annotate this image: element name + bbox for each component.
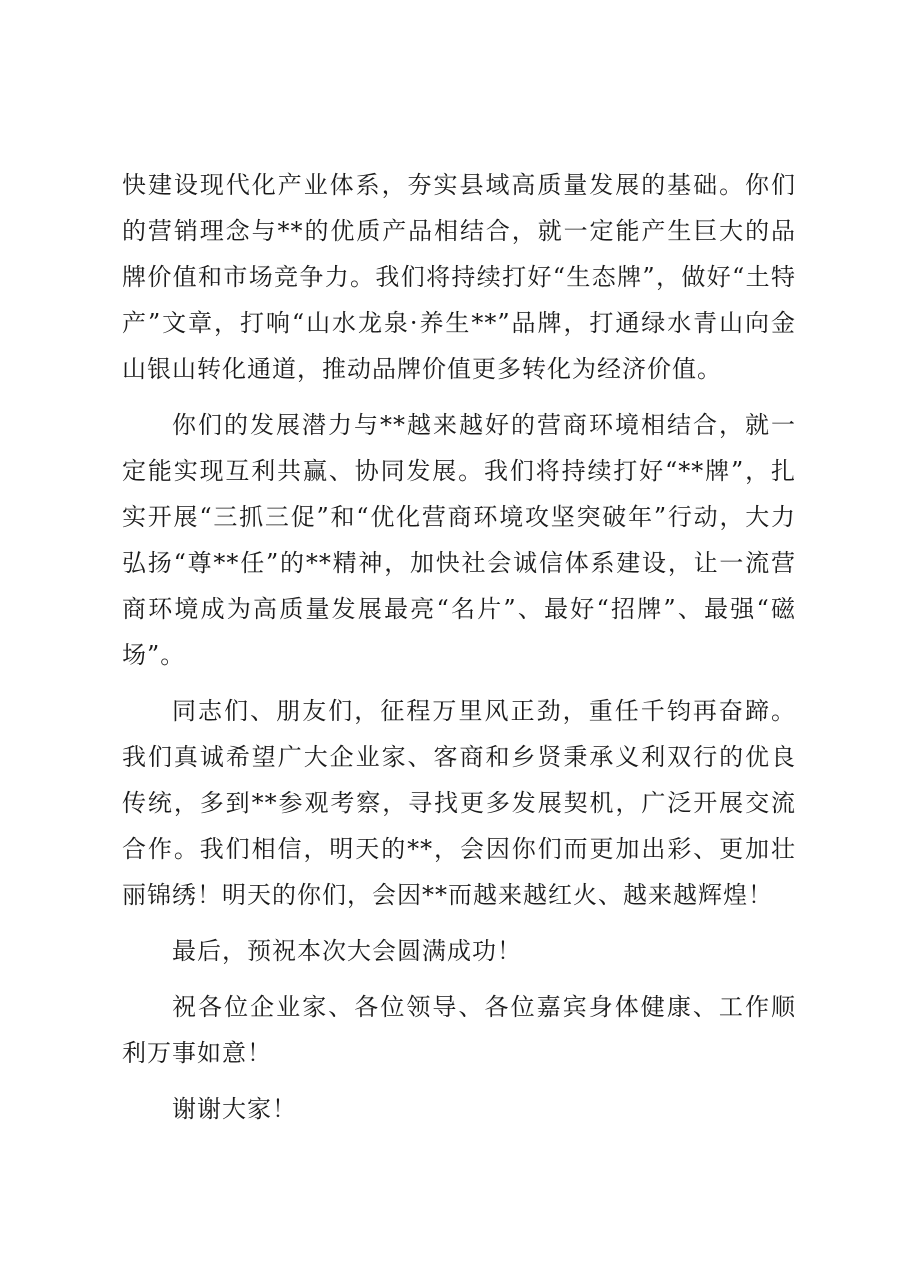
paragraph-thanks: 谢谢大家！ xyxy=(172,1095,297,1123)
document-body xyxy=(122,162,796,1142)
paragraph-business-environment: 你们的发展潜力与**越来越好的营商环境相结合，就一定能实现互利共赢、协同发展。我们将持续打好“**牌”，扎实开展“三抓三促”和“优化营商环境攻坚突破年”行动，大力弘扬“尊**任”的**精神，加快社会诚信体系建设，让一流营商环境成为高质量发展最亮“名片”、最好“招牌”、最强“磁场”。 xyxy=(122,411,796,669)
paragraph-continuation: 快建设现代化产业体系，夯实县域高质量发展的基础。你们的营销理念与**的优质产品相结合，就一定能产生巨大的品牌价值和市场竞争力。我们将持续打好“生态牌”，做好“土特产”文章，打响“山水龙泉·养生**”品牌，打通绿水青山向金山银山转化通道，推动品牌价值更多转化为经济价值。 xyxy=(122,171,796,383)
paragraph-invitation: 同志们、朋友们，征程万里风正劲，重任千钧再奋蹄。我们真诚希望广大企业家、客商和乡贤秉承义利双行的优良传统，多到**参观考察，寻找更多发展契机，广泛开展交流合作。我们相信，明天的**，会因你们而更加出彩、更加壮丽锦绣！明天的你们，会因**而越来越红火、越来越辉煌！ xyxy=(122,697,796,909)
paragraph-wish-success: 最后，预祝本次大会圆满成功！ xyxy=(172,937,522,965)
paragraph-blessing: 祝各位企业家、各位领导、各位嘉宾身体健康、工作顺利万事如意！ xyxy=(122,993,796,1067)
